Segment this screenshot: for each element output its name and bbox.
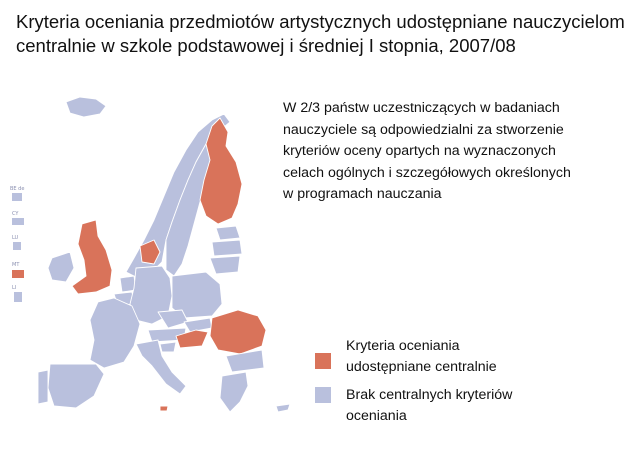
inset-cy-shape	[12, 218, 24, 225]
inset-label-li: LI	[12, 285, 17, 291]
region-greece	[220, 372, 248, 412]
note-text	[283, 98, 628, 206]
region-lithuania	[210, 256, 240, 274]
inset-label-be: BE de	[10, 186, 25, 192]
region-spain	[48, 364, 104, 408]
note-line-5: w programach nauczania	[283, 186, 442, 202]
inset-lu-shape	[13, 242, 21, 250]
note-line-4: celach ogólnych i szczegółowych określonych	[283, 164, 571, 181]
region-cyprus	[276, 404, 290, 412]
legend-swatch-no-central	[315, 387, 331, 403]
legend-label-no-central	[346, 385, 626, 427]
inset-mt-shape	[12, 270, 24, 278]
legend-central-line-1: Kryteria oceniania	[346, 338, 460, 354]
europe-map	[0, 80, 300, 449]
region-france	[90, 298, 140, 368]
legend-central-line-2: udostępniane centralnie	[346, 359, 497, 375]
inset-li-shape	[14, 292, 22, 302]
region-iceland	[66, 97, 106, 117]
inset-boxes	[10, 186, 24, 302]
region-portugal	[38, 370, 48, 404]
legend-label-central	[346, 336, 626, 378]
note-line-3: kryteriów oceny opartych na wyznaczonych	[283, 143, 556, 159]
inset-label-lu: LU	[12, 235, 19, 241]
region-czech-republic	[158, 310, 188, 328]
inset-be-shape	[12, 193, 22, 201]
note-line-2: nauczyciele są odpowiedzialni za stworzenie	[283, 121, 564, 138]
title-line-1: Kryteria oceniania przedmiotów artystycznych udostępniane nauczycielom	[16, 11, 625, 32]
region-slovenia	[160, 342, 176, 352]
region-ireland	[48, 252, 74, 282]
title-line-2: centralnie w szkole podstawowej i średniej I stopnia, 2007/08	[16, 35, 516, 56]
region-romania	[210, 310, 266, 354]
page-title	[16, 10, 636, 58]
legend-swatch-central	[315, 353, 331, 369]
legend-no-central-line-2: oceniania	[346, 408, 407, 424]
note-line-1: W 2/3 państw uczestniczących w badaniach	[283, 100, 560, 116]
region-bulgaria	[226, 350, 264, 372]
inset-label-mt: MT	[12, 262, 20, 268]
region-malta	[160, 406, 168, 411]
region-united-kingdom	[72, 220, 112, 294]
legend-no-central-line-1: Brak centralnych kryteriów	[346, 387, 513, 403]
region-latvia	[212, 240, 242, 256]
inset-label-cy: CY	[12, 211, 19, 217]
region-estonia	[216, 226, 240, 240]
